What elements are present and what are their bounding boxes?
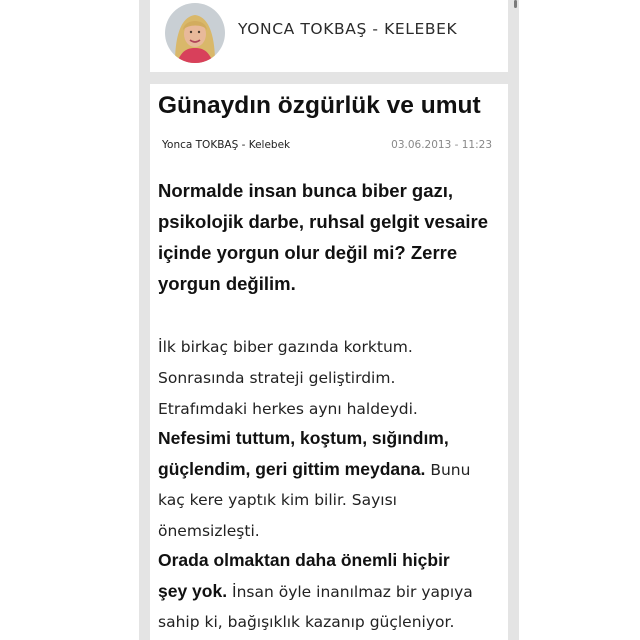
body-line: güçlendim, geri gittim meydana. Bunu — [158, 459, 471, 479]
body-line: Etrafımdaki herkes aynı haldeydi. — [158, 400, 418, 418]
body-line: Orada olmaktan daha önemli hiçbir — [158, 550, 450, 570]
body-line: Sonrasında strateji geliştirdim. — [158, 369, 396, 387]
author-avatar[interactable] — [165, 3, 225, 63]
scrollbar-thumb[interactable] — [514, 0, 517, 8]
post-lead: Normalde insan bunca biber gazı, psikolojik darbe, ruhsal gelgit vesaire içinde yorgun olur değil mi? Zerre yorgun değilim. — [158, 180, 489, 294]
body-line: önemsizleşti. — [158, 522, 260, 540]
body-line: sahip ki, bağışıklık kazanıp güçleniyor. — [158, 613, 455, 631]
post-title[interactable]: Günaydın özgürlük ve umut — [158, 92, 481, 119]
author-page-title[interactable]: YONCA TOKBAŞ - KELEBEK — [238, 20, 458, 38]
author-photo — [165, 3, 225, 63]
post-date: 03.06.2013 - 11:23 — [391, 139, 492, 151]
article-card — [150, 84, 508, 640]
body-line: şey yok. İnsan öyle inanılmaz bir yapıya — [158, 581, 473, 601]
body-line: Nefesimi tuttum, koştum, sığındım, — [158, 428, 449, 448]
post-author[interactable]: Yonca TOKBAŞ - Kelebek — [162, 139, 291, 151]
body-line: kaç kere yaptık kim bilir. Sayısı — [158, 491, 397, 509]
page-frame — [139, 0, 519, 640]
author-header[interactable] — [150, 0, 508, 72]
body-line: İlk birkaç biber gazında korktum. — [158, 338, 413, 356]
